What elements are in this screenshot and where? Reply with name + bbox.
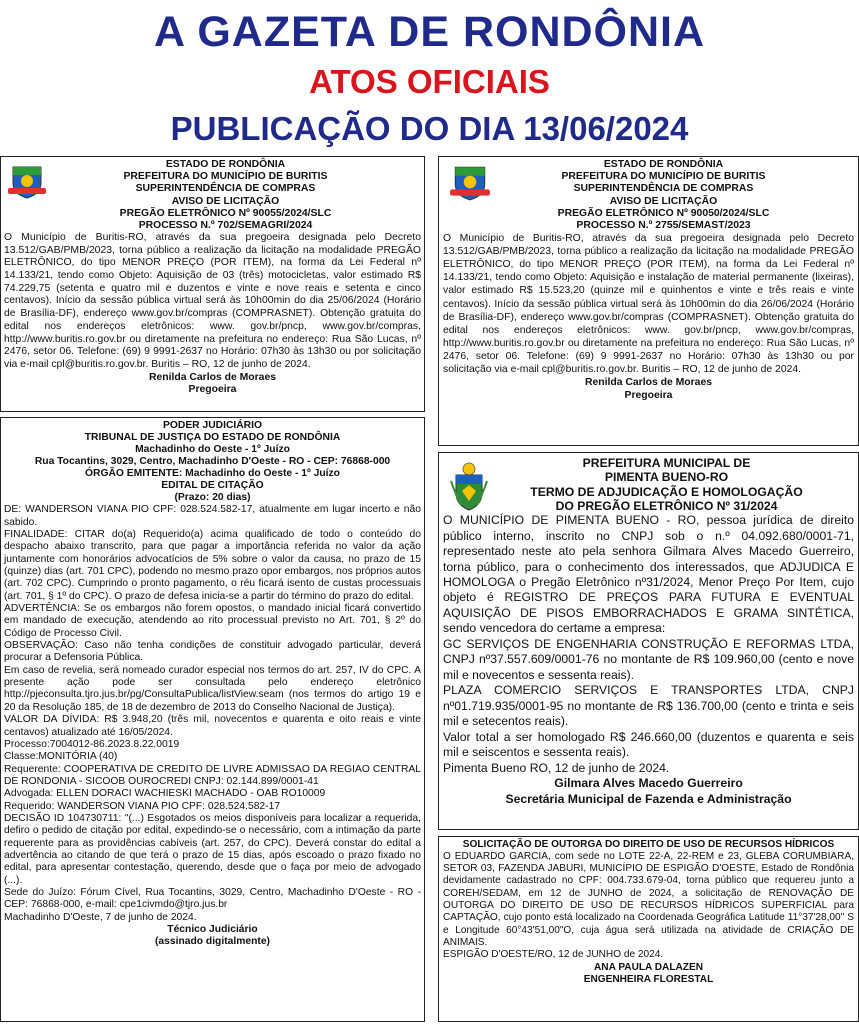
notice-paragraph: Em caso de revelia, será nomeado curador especial nos termos do art. 257, IV do CPC. A presente ação pode ser consultada pelo endereço eletrônico http://pjeconsulta.tjro.jus.br/pg/ConsultaPublica/listView.seam (nos termos do artigo 19 e 20 da Resolução 185, de 18 de dezembro de 2013 do Conselho Nacional de Justiça). [4,664,421,713]
signer-role: Pregoeira [188,384,237,396]
notice-paragraph: DECISÃO ID 104730711: "(...) Esgotados os meios disponíveis para localizar a requerida, defiro o pedido de citação por edital, expedindo-se o necessário, com a intimação da parte requerente para as providências cabíveis (art. 257, do CPC). Deverá constar do edital a advertência ao citando de que terá o prazo de 15 dias, após escoado o prazo fixado no edital, para apresentar contestação, querendo, desde que o faça por meio de advogado (...). [4,812,421,886]
notice-paragraph: Classe:MONITÓRIA (40) [4,751,118,763]
masthead [0,0,859,150]
notice-header-line: PREFEITURA DO MUNICÍPIO DE BURITIS [561,171,766,183]
notice-paragraph: Sede do Juízo: Fórum Cível, Rua Tocantins, 3029, Centro, Machadinho D'Oeste - RO - CEP: 76868-000, e-mail: cpe1civmdo@tjro.jus.br [4,886,421,911]
notice-paragraph: DE: WANDERSON VIANA PIO CPF: 028.524.582-17, atualmente em lugar incerto e não sabido. [4,504,421,528]
notice-paragraph: Advogada: ELLEN DORACI WACHIESKI MACHADO - OAB RO10009 [4,788,326,800]
notice-paragraph: PLAZA COMERCIO SERVIÇOS E TRANSPORTES LTDA, CNPJ nº01.719.935/0001-95 no montante de R$ 136.700,00 (cento e trinta e seis mil e setecentos reais). [443,683,854,729]
notice-paragraph: Machadinho D'Oeste, 7 de junho de 2024. [4,911,197,923]
notice-paragraph: Valor total a ser homologado R$ 246.660,00 (duzentos e quarenta e seis mil e seiscentos e sessenta reais). [443,729,854,760]
notice-header-line: Rua Tocantins, 3029, Centro, Machadinho D'Oeste - RO - CEP: 76868-000 [34,456,391,468]
notice-header-line: ESTADO DE RONDÔNIA [165,159,286,170]
notice-paragraph: GC SERVIÇOS DE ENGENHARIA CONSTRUÇÃO E REFORMAS LTDA, CNPJ nº37.557.609/0001-76 no montante de R$ 109.960,00 (cento e nove mil e novecentos e sessenta reais). [443,636,854,682]
notice-paragraph: FINALIDADE: CITAR do(a) Requerido(a) acima qualificado de todo o conteúdo do despacho abaixo transcrito, para que pagar a importância referida no valor da ação juntamente com honorários advocatícios de 5% sobre o valor da causa, no prazo de 15 (quinze) dias (art. 701 CPC), podendo no mesmo prazo opor embargos, nos próprios autos (art. 702 CPC). Cumprindo o pronto pagamento, o réu ficará isento de custas processuais (art. 701, § 1º do CPC). O prazo de defesa inicia-se a partir do término do prazo do edital. [4,529,421,602]
notice-header-line: TERMO DE ADJUDICAÇÃO E HOMOLOGAÇÃO [530,484,803,499]
notice-pimenta-bueno [438,452,859,830]
notice-header-line: PREGÃO ELETRÔNICO Nº 90055/2024/SLC [119,207,332,219]
notice-header-line: SUPERINTENDÊNCIA DE COMPRAS [135,183,316,195]
notice-header-line: PODER JUDICIÁRIO [163,420,262,431]
notice-buritis-90055 [0,156,425,412]
signer-role: Secretária Municipal de Fazenda e Administração [505,791,792,806]
notice-header-line: SOLICITAÇÃO DE OUTORGA DO DIREITO DE USO DE RECURSOS HÍDRICOS [462,839,835,850]
notice-paragraph: Requerido: WANDERSON VIANA PIO CPF: 028.524.582-17 [4,800,281,812]
notice-header-line: SUPERINTENDÊNCIA DE COMPRAS [573,183,754,195]
notice-header-line: TRIBUNAL DE JUSTIÇA DO ESTADO DE RONDÔNIA [84,432,341,444]
notice-header-line: EDITAL DE CITAÇÃO [161,480,264,492]
notice-header-line: (Prazo: 20 dias) [174,492,251,504]
notice-header-line: PREFEITURA MUNICIPAL DE [582,456,751,470]
notice-paragraph: Requerente: COOPERATIVA DE CREDITO DE LIVRE ADMISSAO DA REGIAO CENTRAL DE RONDONIA - SICOOB OUROCREDI CNPJ: 02.144.899/0001-41 [4,763,421,787]
signer-name: Renilda Carlos de Moraes [584,377,713,389]
notice-header-line: PREGÃO ELETRÔNICO Nº 90050/2024/SLC [557,207,770,219]
publication-date: PUBLICAÇÃO DO DIA 13/06/2024 [170,110,689,147]
notice-paragraph: O MUNICÍPIO DE PIMENTA BUENO - RO, pessoa jurídica de direito público interno, inscrito no CNPJ sob o n.º 04.092.680/0001-71, representado neste ato pela senhora Gilmara Alves Macedo Guerreiro, torna público, para o conhecimento dos interessados, que ADJUDICA E HOMOLOGA o Pregão Eletrônico nº31/2024, Menor Preço Por Item, cujo objeto é REGISTRO DE PREÇOS PARA FUTURA E EVENTUAL AQUISIÇÃO DE PISOS EMBORRACHADOS E GRAMA SINTÉTICA, sendo vencedora do certame a empresa: [443,513,854,636]
notice-header-line: AVISO DE LICITAÇÃO [609,195,718,207]
newspaper-title: A GAZETA DE RONDÔNIA [153,8,706,56]
notice-paragraph: ADVERTÊNCIA: Se os embargos não forem opostos, o mandado inicial ficará convertido em mandado de execução, atendendo ao rito processual previsto no Art. 701, § 2º do Código de Processo Civil. [4,603,421,639]
signer-name: Técnico Judiciário [167,924,258,936]
signer-role: ENGENHEIRA FLORESTAL [583,973,714,985]
notice-paragraph: VALOR DA DÍVIDA: R$ 3.948,20 (três mil, novecentos e quarenta e oito reais e vinte centavos) atualizado até 16/05/2024. [4,714,421,738]
buritis-crest-icon [449,163,491,201]
notice-paragraph: OBSERVAÇÃO: Caso não tenha condições de constituir advogado particular, deverá procurar a Defensoria Pública. [4,640,421,664]
notice-header-line: DO PREGÃO ELETRÔNICO Nº 31/2024 [555,498,778,513]
notice-header-line: ESTADO DE RONDÔNIA [603,159,724,170]
notice-outorga-recursos-hidricos [438,836,859,1022]
notice-date: ESPIGÃO D'OESTE/RO, 12 de JUNHO de 2024. [443,949,664,961]
signer-role: Pregoeira [624,390,673,402]
signer-name: ANA PAULA DALAZEN [594,961,703,973]
notice-paragraph: Pimenta Bueno RO, 12 de junho de 2024. [443,760,670,775]
section-title: ATOS OFICIAIS [309,63,550,100]
notice-header-line: PREFEITURA DO MUNICÍPIO DE BURITIS [123,171,328,183]
notice-body: O EDUARDO GARCIA, com sede no LOTE 22-A, 22-REM e 23, GLEBA CORUMBIARA, SETOR 03, FAZENDA JABURI, MUNICÍPIO DE ESPIGÃO D'OESTE, Estado de Rondônia devidamente cadastrado no CPF: 004.733.679-04, torna público que requereu junto a COREH/SEDAM, em 12 de JUNHO de 2024, a solicitação de RENOVAÇÃO DE OUTORGA DO DIREITO DE USO DE RECURSOS HÍDRICOS SUPERFICIAL para CAPTAÇÃO, cujo ponto está localizado na Coordenada Geográfica Latitude 11°37'28,00" S e Longitude 60°43'51,00"O, cuja água será utilizada na atividade de CRIAÇÃO DE ANIMAIS. [443,850,854,948]
notice-body: O Município de Buritis-RO, através da sua pregoeira designada pelo Decreto 13.512/GAB/PMB/2023, torna público a realização da licitação na modalidade PREGÃO ELETRÔNICO, do tipo MENOR PREÇO (POR ITEM), na forma da Lei Federal nº 14.133/21, tendo como Objeto: Aquisição e instalação de material permanente (lixeiras), valor estimado R$ 15.523,20 (quinze mil e quinhentos e vinte e três reais e vinte centavos). Início da sessão pública virtual será às 10h00min do dia 26/06/2024 (Horário de Brasília-DF), endereço www.gov.br/compras (COMPRASNET). Obtenção gratuita do edital nos endereços eletrônicos: www. gov.br/pncp, www.gov.br/compras, http://www.buritis.ro.gov.br ou diretamente na prefeitura no endereço: Rua São Lucas, nº 2476, setor 06. Telefone: (69) 9 9991-2637 no Horário: 07h30 às 13h30 ou por solicitação via e-mail cpl@buritis.ro.gov.br. Buritis – RO, 12 de junho de 2024. [443,233,854,376]
notice-edital-citacao [0,417,425,1022]
notice-body: O Município de Buritis-RO, através da sua pregoeira designada pelo Decreto 13.512/GAB/PMB/2023, torna público a realização da licitação na modalidade PREGÃO ELETRÔNICO, do tipo MENOR PREÇO (POR ITEM), na forma da Lei Federal nº 14.133/21, tendo como Objeto: Aquisição de 03 (três) motocicletas, valor estimado R$ 74.229,75 (setenta e quatro mil e duzentos e vinte e nove reais e setenta e cinco centavos). Início da sessão pública virtual será às 10h00min do dia 25/06/2024 (Horário de Brasília-DF), endereço www.gov.br/compras (COMPRASNET). Obtenção gratuita do edital nos endereços eletrônicos: www. gov.br/pncp, www.gov.br/compras, http://www.buritis.ro.gov.br ou diretamente na prefeitura no endereço: Rua São Lucas, nº 2476, setor 06. Telefone: (69) 9 9991-2637 no Horário: 07h30 às 13h30 ou por solicitação via e-mail cpl@buritis.ro.gov.br. Buritis – RO, 12 de junho de 2024. [4,232,421,370]
notice-header-line: PROCESSO N.º 2755/SEMAST/2023 [576,219,751,231]
buritis-crest-icon [7,163,47,199]
notice-header-line: ÓRGÃO EMITENTE: Machadinho do Oeste - 1º Juízo [85,468,340,480]
notice-header-line: PIMENTA BUENO-RO [604,470,729,485]
notice-buritis-90050 [438,156,859,446]
signer-name: Renilda Carlos de Moraes [148,371,277,383]
notice-header-line: Machadinho do Oeste - 1º Juízo [135,444,290,456]
notice-header-line: AVISO DE LICITAÇÃO [171,195,280,207]
notice-paragraph: Processo:7004012-86.2023.8.22.0019 [4,738,180,750]
notice-header-line: PROCESSO N.º 702/SEMAGRI/2024 [138,219,313,231]
signer-name: Gilmara Alves Macedo Guerreiro [554,776,743,791]
signer-role: (assinado digitalmente) [154,936,270,948]
pimenta-bueno-crest-icon [449,461,489,513]
